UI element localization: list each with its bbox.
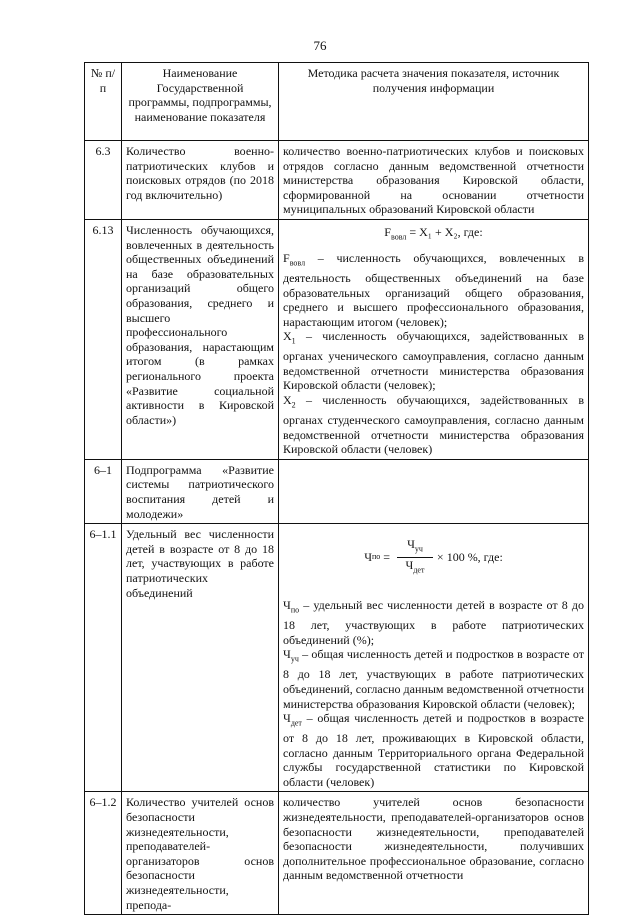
row-name: Численность обучающихся, вовлеченных в деятельность общественных объединений на базе образовательных организаций общего образования, среднего и высшего профессионального образования, нарастающим итогом (в рамках регионального проекта «Развитие социальной активности в Кировской области») bbox=[122, 219, 279, 459]
row-method bbox=[279, 219, 589, 459]
row-num: 6.13 bbox=[85, 219, 122, 459]
fraction: $\frac{Ч_{уч}}{Ч_{дет}}$ bbox=[397, 537, 433, 578]
row-name: Количество учителей основ безопасности жизнедеятельности, преподавателей-организаторов основ безопасности жизнедеятельности, препода- bbox=[122, 792, 279, 915]
definition: $Ч_{уч}$ – общая численность детей и подростков в возрасте от 8 до 18 лет, участвующих в работе патриотических объединений, согласно данным ведомственной отчетности министерства образования Кировской области (человек); bbox=[283, 647, 584, 711]
table-row bbox=[85, 792, 589, 915]
table-row bbox=[85, 459, 589, 523]
table-row bbox=[85, 141, 589, 220]
table-row bbox=[85, 524, 589, 792]
page-number: 76 bbox=[313, 38, 327, 53]
definition: $Ч_{дет}$ – общая численность детей и подростков в возрасте от 8 до 18 лет, проживающих в Кировской области, согласно данным Территориального органа Федеральной службы государственной статистики по Кировской области (человек) bbox=[283, 711, 584, 789]
row-num: 6–1.2 bbox=[85, 792, 122, 915]
row-name: Количество военно-патриотических клубов и поисковых отрядов (по 2018 год включительно) bbox=[122, 141, 279, 220]
row-num: 6–1 bbox=[85, 459, 122, 523]
row-method bbox=[279, 524, 589, 792]
formula: $F_{вовл} = X_1 + X_2$, где: bbox=[384, 224, 483, 242]
row-name: Удельный вес численности детей в возрасте от 8 до 18 лет, участвующих в работе патриотических объединений bbox=[122, 524, 279, 792]
table-row bbox=[85, 219, 589, 459]
row-method bbox=[279, 459, 589, 523]
row-method: количество военно-патриотических клубов и поисковых отрядов согласно данным ведомственной отчетности министерства образования Кировской области, сформированной на основании отчетности муниципальных образований Кировской области bbox=[279, 141, 589, 220]
row-method: количество учителей основ безопасности жизнедеятельности, преподавателей-организаторов основ безопасности жизнедеятельности, преподавателей безопасности жизнедеятельности, получивших дополнительное профессиональное образование, согласно данным ведомственной отчетности bbox=[279, 792, 589, 915]
definition: $F_{вовл}$ – численность обучающихся, вовлеченных в деятельность общественных объединений на базе образовательных организаций общего образования, среднего и высшего профессионального образования, нарастающим итогом (человек); bbox=[283, 250, 584, 329]
definition: $X_2$ – численность обучающихся, задействованных в органах студенческого самоуправления, согласно данным ведомственной отчетности министерства образования Кировской области (человек) bbox=[283, 393, 584, 457]
header-num: № п/п bbox=[85, 63, 122, 141]
table-header-row bbox=[85, 63, 589, 141]
fraction-formula: Ч по = $\frac{Ч_{уч}}{Ч_{дет}}$ × 100 %, где: bbox=[283, 537, 584, 578]
row-name: Подпрограмма «Развитие системы патриотического воспитания детей и молодежи» bbox=[122, 459, 279, 523]
definition: $X_1$ – численность обучающихся, задействованных в органах ученического самоуправления, согласно данным ведомственной отчетности министерства образования Кировской области (человек); bbox=[283, 329, 584, 393]
row-num: 6.3 bbox=[85, 141, 122, 220]
header-name: Наименование Государственной программы, подпрограммы, наименование показателя bbox=[122, 63, 279, 141]
header-method: Методика расчета значения показателя, источник получения информации bbox=[279, 63, 589, 141]
row-num: 6–1.1 bbox=[85, 524, 122, 792]
indicator-table bbox=[84, 62, 589, 915]
definition: $Ч_{по}$ – удельный вес численности детей в возрасте от 8 до 18 лет, участвующих в работе патриотических объединений (%); bbox=[283, 598, 584, 647]
